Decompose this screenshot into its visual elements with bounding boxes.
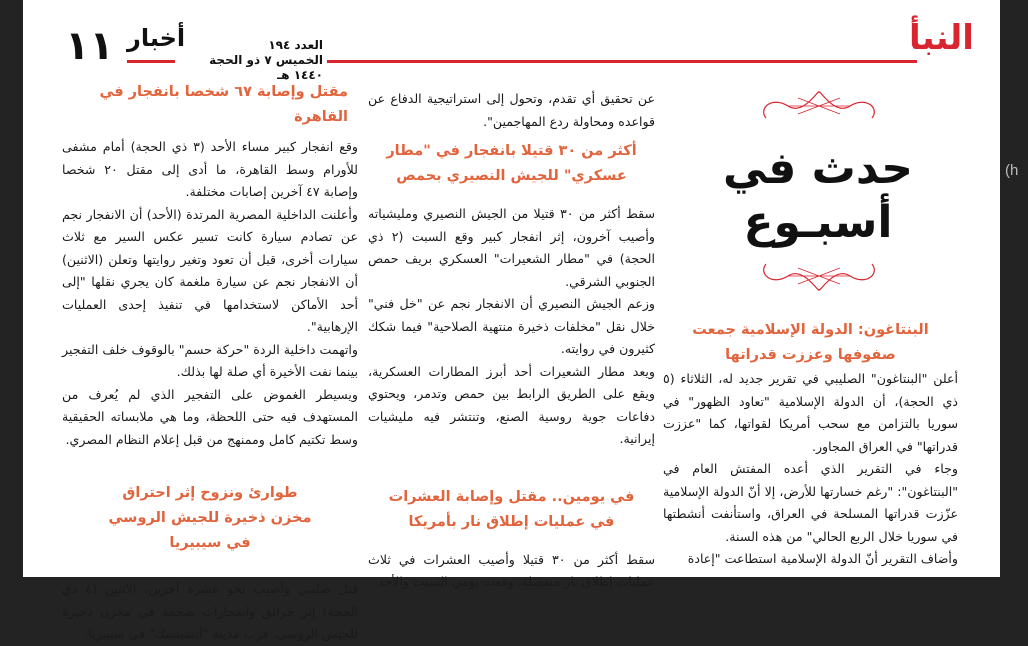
- paragraph: قتل صليبي وأصيب نحو عشرة آخرين، الاثنين (٤ ذي الحجة) إثر حرائق وانفجارات ضخمة في مخزن ذخيرة للجيش الروسي، قرب مدينة "أتشينسك" في سيبيريا.: [62, 581, 358, 641]
- logo: النبأ: [909, 18, 974, 58]
- feature-title-line2: أسبـوع: [743, 197, 893, 248]
- paragraph: عن تحقيق أي تقدم، وتحول إلى استراتيجية الدفاع عن قواعده ومحاولة ردع المهاجمين".: [368, 91, 655, 129]
- issue-number: العدد ١٩٤: [268, 38, 323, 52]
- ornament-bottom-icon: [758, 258, 880, 302]
- paragraph: أعلن "البنتاغون" الصليبي في تقرير جديد له، الثلاثاء (٥ ذي الحجة)، أن الدولة الإسلامية "تعاود الظهور" في سوريا بالتزامن مع سحب أمريكا لقواتها، كما "عززت قدراتها" في العراق المجاور.: [663, 371, 958, 454]
- masthead-line: [327, 60, 917, 63]
- paragraph: سقط أكثر من ٣٠ قتيلا من الجيش النصيري ومليشياته وأصيب آخرون، إثر انفجار كبير وقع السبت (٢ ذي الحجة) في "مطار الشعيرات" العسكري بريف حمص الجنوبي الشرقي.: [368, 206, 656, 289]
- article-heading: البنتاغون: الدولة الإسلامية جمعت صفوفها وعززت قدراتها: [692, 322, 929, 363]
- article-heading: أكثر من ٣٠ قتيلا بانفجار في "مطار عسكري" للجيش النصيري بحمص: [386, 143, 637, 184]
- paragraph: ويسيطر الغموض على التفجير الذي لم يُعرف من المستهدف فيه حتى اللحظة، وما هي ملابساته الحقيقية وسط تكتيم كامل وممنهج من قبل إعلام النظام المصري.: [62, 386, 358, 447]
- paragraph: وزعم الجيش النصيري أن الانفجار نجم عن "خل فني" خلال نقل "مخلفات ذخيرة منتهية الصلاحية" فيما شكك كثيرون في روايته.: [368, 296, 655, 356]
- paragraph: واتهمت داخلية الردة "حركة حسم" بالوقوف خلف التفجير بينما نفت الأخيرة أي صلة لها بذلك.: [62, 341, 358, 379]
- page-number: ١١: [65, 23, 114, 69]
- paragraph: ويعد مطار الشعيرات أحد أبرز المطارات العسكرية، ويقع على الطريق الرابط بين حمص وتدمر، ويحتوي دفاعات جوية روسية الصنع، وتنتشر فيه مليشيات إيرانية.: [368, 363, 655, 446]
- background-window-text: (h: [1005, 162, 1019, 179]
- article-heading: في يومين.. مقتل وإصابة العشرات في عمليات إطلاق نار بأمريكا: [388, 488, 635, 530]
- paragraph: وجاء في التقرير الذي أعده المفتش العام في "البنتاغون": "رغم خسارتها للأرض، إلا أنّ الدولة الإسلامية عزّزت قدراتها المسلحة في العراق، واستأنفت أنشطتها في سوريا خلال الربع الحالي" من هذه السنة.: [663, 461, 958, 544]
- section-title: أخبار: [127, 24, 186, 52]
- issue-date: الخميس ٧ ذو الحجة ١٤٤٠ هـ: [209, 53, 323, 82]
- paragraph: وأعلنت الداخلية المصرية المرتدة (الأحد) أن الانفجار نجم عن تصادم سيارة كانت تسير عكس السير مع ثلاث سيارات أخرى، قبل أن تعود وتغير روايتها وتعلن (الاثنين) أن الانفجار نجم عن سيارة ملغمة كان يجري نقلها "إلى أحد الأماكن لاستخدامها في تنفيذ إحدى العمليات الإرهابية".: [62, 206, 358, 334]
- paragraph: وأضاف التقرير أنّ الدولة الإسلامية استطاعت "إعادة: [687, 551, 958, 566]
- article-heading: مقتل وإصابة ٦٧ شخصا بانفجار في القاهرة: [99, 84, 348, 125]
- column-middle: [368, 88, 655, 594]
- paragraph: سقط أكثر من ٣٠ قتيلا وأصيب العشرات في ثلاث عمليات إطلاق نار منفصلة، وقعت يومي السبت والأحد: [368, 551, 656, 589]
- ornament-top-icon: [758, 88, 880, 124]
- column-right: [663, 318, 958, 571]
- feature-title: [718, 142, 918, 250]
- paragraph: وقع انفجار كبير مساء الأحد (٣ ذي الحجة) أمام مشفى للأورام وسط القاهرة، ما أدى إلى مقتل ٢٠ شخصا وإصابة ٤٧ آخرين إصابات مختلفة.: [62, 139, 358, 199]
- newspaper-page: [23, 0, 1000, 641]
- article-heading: طوارئ ونزوح إثر احتراق مخزن ذخيرة للجيش الروسي في سيبيريا: [108, 485, 312, 551]
- column-left: [62, 80, 358, 646]
- feature-title-line1: حدث في: [723, 143, 913, 194]
- issue-info: [203, 38, 323, 83]
- section-underline: [127, 60, 175, 63]
